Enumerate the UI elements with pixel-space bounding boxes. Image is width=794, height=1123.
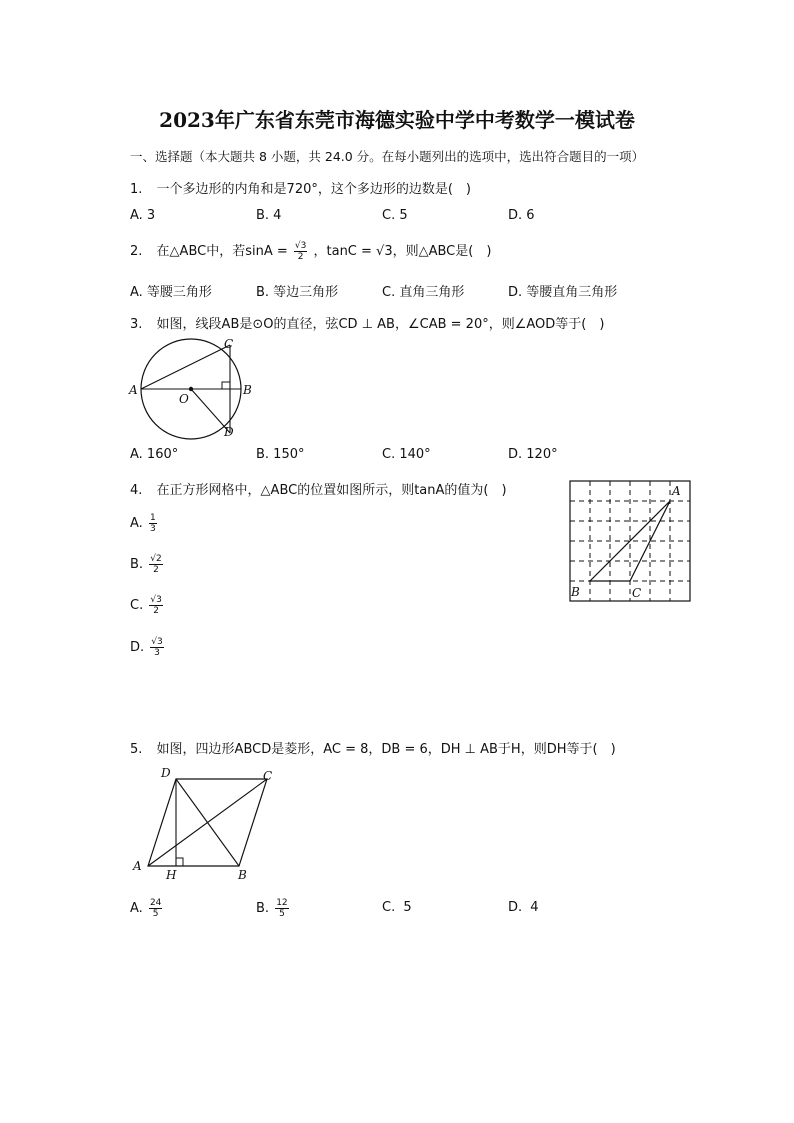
fraction-denominator: 5 — [279, 909, 285, 919]
fraction-denominator: 2 — [153, 606, 159, 616]
question-stem: 一个多边形的内角和是720°，这个多边形的边数是( ) — [156, 182, 472, 197]
option-letter: D. — [130, 640, 145, 655]
label-d: D — [161, 766, 171, 780]
option-letter: A. — [130, 516, 143, 531]
fraction-denominator: 3 — [154, 648, 160, 658]
right-angle-mark — [222, 382, 230, 389]
grid-figure — [569, 480, 691, 602]
question-number: 5. — [130, 742, 143, 757]
question-stem: 在正方形网格中，△ABC的位置如图所示，则tanA的值为( ) — [156, 483, 507, 498]
label-c: C — [263, 769, 273, 783]
question-5 — [130, 738, 616, 757]
question-number: 1. — [130, 182, 143, 197]
fraction-numerator: √3 — [151, 637, 163, 647]
option-letter: B. — [130, 557, 144, 572]
option-c — [382, 900, 412, 915]
label-o: O — [179, 392, 189, 406]
fraction-numerator: 24 — [149, 898, 162, 908]
sin-fraction — [294, 241, 307, 262]
option-d — [508, 900, 539, 915]
label-a: A — [129, 383, 138, 397]
option-d: D. 120° — [508, 447, 558, 462]
question-stem-part-2: ，tanC = √3，则△ABC是( ) — [313, 244, 492, 259]
option-b — [130, 554, 165, 575]
option-a: A. 160° — [130, 447, 179, 462]
question-1 — [130, 178, 471, 197]
fraction-numerator: 12 — [276, 898, 288, 908]
option-a: A. 3 — [130, 208, 156, 223]
page-title: 2023年广东省东莞市海德实验中学中考数学一模试卷 — [159, 108, 635, 132]
option-b — [256, 898, 291, 919]
option-b: B. 等边三角形 — [256, 285, 339, 300]
fraction-denominator: 2 — [297, 252, 304, 262]
option-letter: C. — [130, 598, 144, 613]
option-letter: B. — [256, 901, 270, 916]
question-stem: 如图，线段AB是⊙O的直径，弦CD ⊥ AB，∠CAB = 20°，则∠AOD等于( ) — [156, 317, 605, 332]
label-a: A — [133, 859, 142, 873]
option-b: B. 150° — [256, 447, 305, 462]
option-c: C. 直角三角形 — [382, 285, 465, 300]
question-4 — [130, 479, 507, 498]
fraction-numerator: √2 — [150, 554, 162, 564]
question-3 — [130, 313, 604, 332]
option-c — [130, 595, 165, 616]
fraction-numerator: √3 — [150, 595, 162, 605]
question-2 — [130, 240, 491, 262]
question-stem-part-1: 在△ABC中，若sinA = — [156, 244, 288, 259]
option-c: C. 5 — [382, 208, 408, 223]
diagonal-db — [176, 779, 239, 866]
label-d: D — [224, 425, 234, 439]
fraction-numerator: √3 — [294, 241, 307, 251]
label-b: B — [571, 585, 580, 599]
center-point — [189, 387, 193, 391]
circle-figure — [126, 334, 256, 444]
option-a — [130, 898, 164, 919]
option-d: D. 等腰直角三角形 — [508, 285, 618, 300]
option-a — [130, 513, 159, 534]
label-b: B — [238, 868, 247, 882]
option-b: B. 4 — [256, 208, 282, 223]
option-letter: D. — [508, 900, 523, 915]
chord-ac — [141, 345, 230, 389]
fraction-numerator: 1 — [149, 513, 156, 523]
option-text: 4 — [530, 900, 539, 915]
label-c: C — [224, 337, 234, 351]
section-heading: 一、选择题（本大题共 8 小题，共 24.0 分。在每小题列出的选项中，选出符合题目的一项） — [130, 149, 645, 164]
label-a: A — [672, 484, 681, 498]
option-d — [130, 637, 166, 658]
label-c: C — [632, 586, 642, 600]
question-number: 4. — [130, 483, 143, 498]
rhombus-figure — [128, 762, 280, 884]
fraction-denominator: 5 — [152, 909, 159, 919]
option-text: 5 — [403, 900, 412, 915]
right-angle-mark — [176, 858, 183, 866]
option-d: D. 6 — [508, 208, 535, 223]
option-c: C. 140° — [382, 447, 431, 462]
question-number: 3. — [130, 317, 143, 332]
option-letter: C. — [382, 900, 396, 915]
label-b: B — [243, 383, 252, 397]
option-letter: A. — [130, 901, 143, 916]
option-a: A. 等腰三角形 — [130, 285, 212, 300]
question-stem: 如图，四边形ABCD是菱形，AC = 8，DB = 6，DH ⊥ AB于H，则DH等于( ) — [156, 742, 616, 757]
label-h: H — [166, 868, 177, 882]
fraction-denominator: 3 — [149, 524, 156, 534]
fraction-denominator: 2 — [153, 565, 159, 575]
question-number: 2. — [130, 244, 143, 259]
